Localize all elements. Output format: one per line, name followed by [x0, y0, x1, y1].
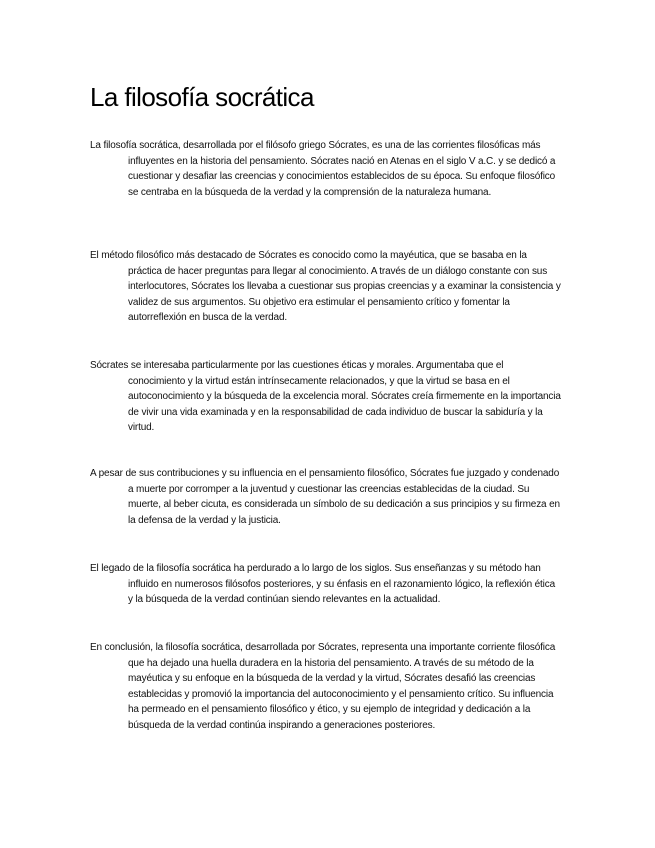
paragraph-introduction: La filosofía socrática, desarrollada por el filósofo griego Sócrates, es una de las corrientes filosóficas más influyentes en la historia del pensamiento. Sócrates nació en Atenas en el siglo V a.C. y se dedicó a cuestionar y desafiar las creencias y conocimientos establecidos de su época. Su enfoque filosófico se centraba en la búsqueda de la verdad y la comprensión de la naturaleza humana. — [90, 140, 556, 198]
paragraph-conclusion: En conclusión, la filosofía socrática, desarrollada por Sócrates, representa una importante corriente filosófica que ha dejado una huella duradera en la historia del pensamiento. A través de su método de la mayéutica y su enfoque en la búsqueda de la verdad y la virtud, Sócrates desafió las creencias establecidas y promovió la importancia del autoconocimiento y el pensamiento crítico. Su influencia ha permeado en el pensamiento filosófico y ético, y su ejemplo de integridad y dedicación a la búsqueda de la verdad continúa inspirando a generaciones posteriores. — [90, 642, 556, 731]
document-title: La filosofía socrática — [90, 82, 314, 112]
paragraph-mayeutica: El método filosófico más destacado de Sócrates es conocido como la mayéutica, que se basaba en la práctica de hacer preguntas para llegar al conocimiento. A través de un diálogo constante con sus interlocutores, Sócrates los llevaba a cuestionar sus propias creencias y a examinar la consistencia y validez de sus argumentos. Su objetivo era estimular el pensamiento crítico y fomentar la autorreflexión en busca de la verdad. — [90, 250, 561, 324]
paragraph-ethics: Sócrates se interesaba particularmente por las cuestiones éticas y morales. Argumentaba que el conocimiento y la virtud están intrínsecamente relacionados, y que la virtud se basa en el autoconocimiento y la búsqueda de la excelencia moral. Sócrates creía firmemente en la importancia de vivir una vida examinada y en la responsabilidad de cada individuo de buscar la sabiduría y la virtud. — [90, 360, 561, 434]
paragraph-trial-and-death: A pesar de sus contribuciones y su influencia en el pensamiento filosófico, Sócrates fue juzgado y condenado a muerte por corromper a la juventud y cuestionar las creencias establecidas de la ciudad. Su muerte, al beber cicuta, es considerada un símbolo de su dedicación a sus principios y su firmeza en la defensa de la verdad y la justicia. — [90, 468, 560, 526]
paragraph-legacy: El legado de la filosofía socrática ha perdurado a lo largo de los siglos. Sus enseñanzas y su método han influido en numerosos filósofos posteriores, y su énfasis en el razonamiento lógico, la reflexión ética y la búsqueda de la verdad continúan siendo relevantes en la actualidad. — [90, 563, 556, 606]
